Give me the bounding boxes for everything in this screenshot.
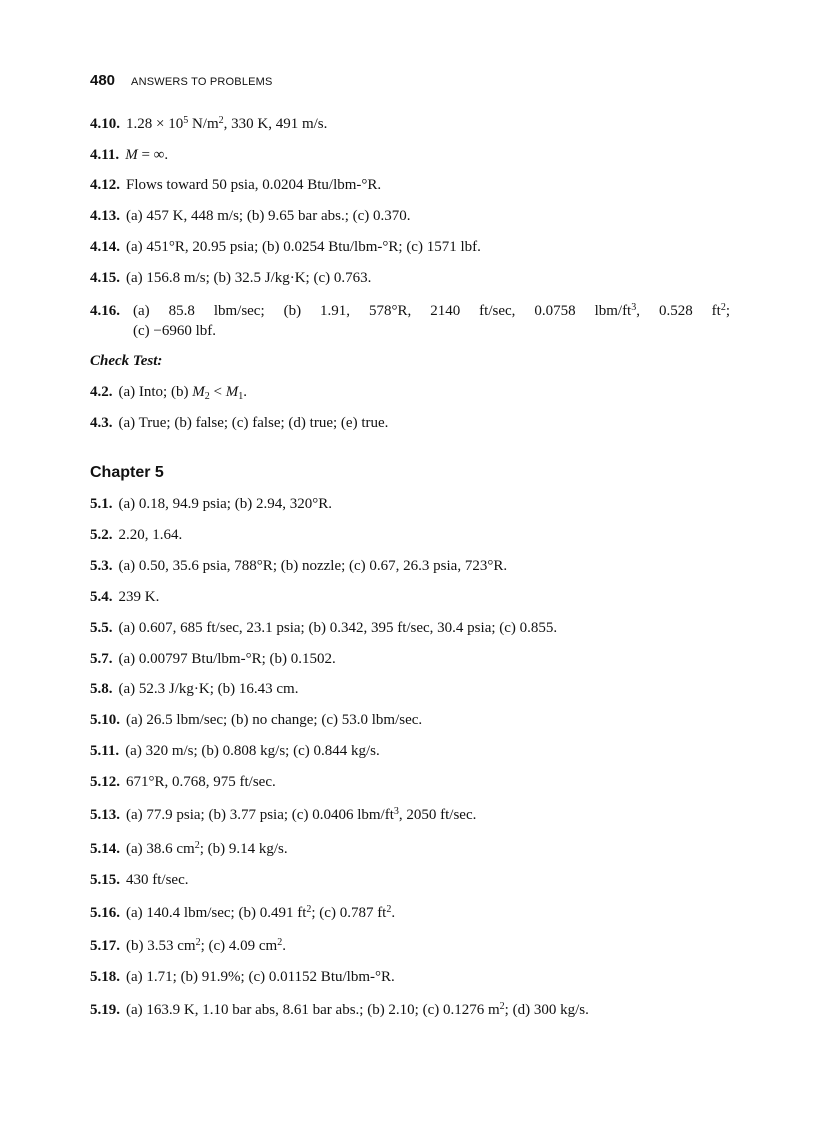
page-number: 480 xyxy=(90,72,116,89)
answer-text: (a) 451°R, 20.95 psia; (b) 0.0254 Btu/lbm-°R; (c) 1571 lbf. xyxy=(126,239,481,255)
answer-number: 5.2. xyxy=(90,527,113,543)
answer-number: 5.1. xyxy=(90,496,113,512)
answer-text: (a) 1.71; (b) 91.9%; (c) 0.01152 Btu/lbm-°R. xyxy=(126,969,395,985)
answer-5-14: 5.14. (a) 38.6 $cm^2$; (b) 9.14 kg/s. xyxy=(90,840,288,857)
answer-text: (a) 320 m/s; (b) 0.808 kg/s; (c) 0.844 kg/s. xyxy=(125,743,380,759)
answer-number: 4.15. xyxy=(90,270,120,286)
answer-text: 2.20, 1.64. xyxy=(118,527,183,543)
answer-5-17: 5.17. (b) 3.53 $cm^2$; (c) 4.09 $cm^2$. xyxy=(90,937,286,954)
answer-number: 5.5. xyxy=(90,620,113,636)
answer-5-18 xyxy=(90,967,730,987)
answer-check-4-3 xyxy=(90,413,730,433)
answer-4-13 xyxy=(90,206,730,226)
answer-4-11: 4.11. M = ∞. xyxy=(90,147,169,163)
answer-number: 5.7. xyxy=(90,651,113,667)
answer-check-4-2: 4.2. (a) Into; (b) $M_2 < M_1$. xyxy=(90,384,247,402)
answer-number: 5.4. xyxy=(90,589,113,605)
check-test-label: Check Test: xyxy=(90,353,163,369)
answer-number: 5.19. xyxy=(90,1002,120,1018)
page-header xyxy=(90,72,273,96)
answer-text: 671°R, 0.768, 975 ft/sec. xyxy=(126,774,276,790)
answer-number: 5.11. xyxy=(90,743,120,759)
answer-number: 5.16. xyxy=(90,905,120,921)
answer-number: 4.3. xyxy=(90,415,113,431)
answer-number: 5.3. xyxy=(90,558,113,574)
answer-4-10: 4.10. $1.28 \times 10^5$ $N/m^2$, 330 K, 491 m/s. xyxy=(90,115,328,132)
answer-5-4 xyxy=(90,587,730,607)
answer-5-5 xyxy=(90,618,730,638)
answer-text: (a) 0.50, 35.6 psia, 788°R; (b) nozzle; (c) 0.67, 26.3 psia, 723°R. xyxy=(118,558,508,574)
answer-5-15 xyxy=(90,870,730,890)
answer-text: (a) 26.5 lbm/sec; (b) no change; (c) 53.0 lbm/sec. xyxy=(126,712,423,728)
answer-4-14 xyxy=(90,237,730,257)
answer-number: 4.14. xyxy=(90,239,120,255)
answer-text: (a) 85.8 lbm/sec; (b) 1.91, 578°R, 2140 ft/sec, 0.0758 lbm/$ft^3$, 0.528 $ft^2$; xyxy=(133,302,730,319)
answer-number: 5.10. xyxy=(90,712,120,728)
answer-5-19: 5.19. (a) 163.9 K, 1.10 bar abs, 8.61 bar abs.; (b) 2.10; (c) 0.1276 $m^2$; (d) 300 kg/s. xyxy=(90,1001,589,1018)
answer-number: 4.11. xyxy=(90,147,120,163)
answer-text: Flows toward 50 psia, 0.0204 Btu/lbm-°R. xyxy=(126,177,382,193)
answer-number: 5.17. xyxy=(90,938,120,954)
answer-number: 5.12. xyxy=(90,774,120,790)
answer-number: 4.13. xyxy=(90,208,120,224)
answer-5-1 xyxy=(90,494,730,514)
answer-5-2 xyxy=(90,525,730,545)
answer-number: 4.10. xyxy=(90,116,120,132)
answer-text: (a) 156.8 m/s; (b) 32.5 J/kg·K; (c) 0.763. xyxy=(126,270,372,286)
running-head: ANSWERS TO PROBLEMS xyxy=(131,76,273,88)
answer-5-16: 5.16. (a) 140.4 lbm/sec; (b) 0.491 $ft^2$; (c) 0.787 $ft^2$. xyxy=(90,904,396,921)
chapter-heading: Chapter 5 xyxy=(90,464,164,481)
answer-number: 5.8. xyxy=(90,681,113,697)
answer-number: 5.13. xyxy=(90,807,120,823)
answer-text: (a) 0.607, 685 ft/sec, 23.1 psia; (b) 0.342, 395 ft/sec, 30.4 psia; (c) 0.855. xyxy=(118,620,558,636)
answer-4-12 xyxy=(90,175,730,195)
answer-4-16 xyxy=(90,301,730,341)
answer-5-13: 5.13. (a) 77.9 psia; (b) 3.77 psia; (c) 0.0406 lbm/$ft^3$, 2050 ft/sec. xyxy=(90,806,477,823)
answer-number: 4.16. xyxy=(90,303,120,319)
answer-text-continued: (c) −6960 lbf. xyxy=(133,323,217,339)
answer-number: 5.18. xyxy=(90,969,120,985)
answer-5-11 xyxy=(90,741,730,761)
answer-text: (a) 0.18, 94.9 psia; (b) 2.94, 320°R. xyxy=(118,496,332,512)
answer-4-15 xyxy=(90,268,730,288)
answer-number: 4.2. xyxy=(90,384,113,400)
answer-text: (a) True; (b) false; (c) false; (d) true; (e) true. xyxy=(118,415,389,431)
answer-text: 239 K. xyxy=(118,589,160,605)
answer-number: 5.14. xyxy=(90,841,120,857)
answer-text: 430 ft/sec. xyxy=(126,872,189,888)
answer-text: (a) 457 K, 448 m/s; (b) 9.65 bar abs.; (c) 0.370. xyxy=(126,208,411,224)
answer-5-10 xyxy=(90,710,730,730)
answer-text: (a) 52.3 J/kg·K; (b) 16.43 cm. xyxy=(118,681,299,697)
answer-5-8 xyxy=(90,679,730,699)
answer-number: 4.12. xyxy=(90,177,120,193)
answer-number: 5.15. xyxy=(90,872,120,888)
answer-5-3 xyxy=(90,556,730,576)
answer-text: (a) 0.00797 Btu/lbm-°R; (b) 0.1502. xyxy=(118,651,336,667)
answer-5-7 xyxy=(90,649,730,669)
answer-5-12 xyxy=(90,772,730,792)
